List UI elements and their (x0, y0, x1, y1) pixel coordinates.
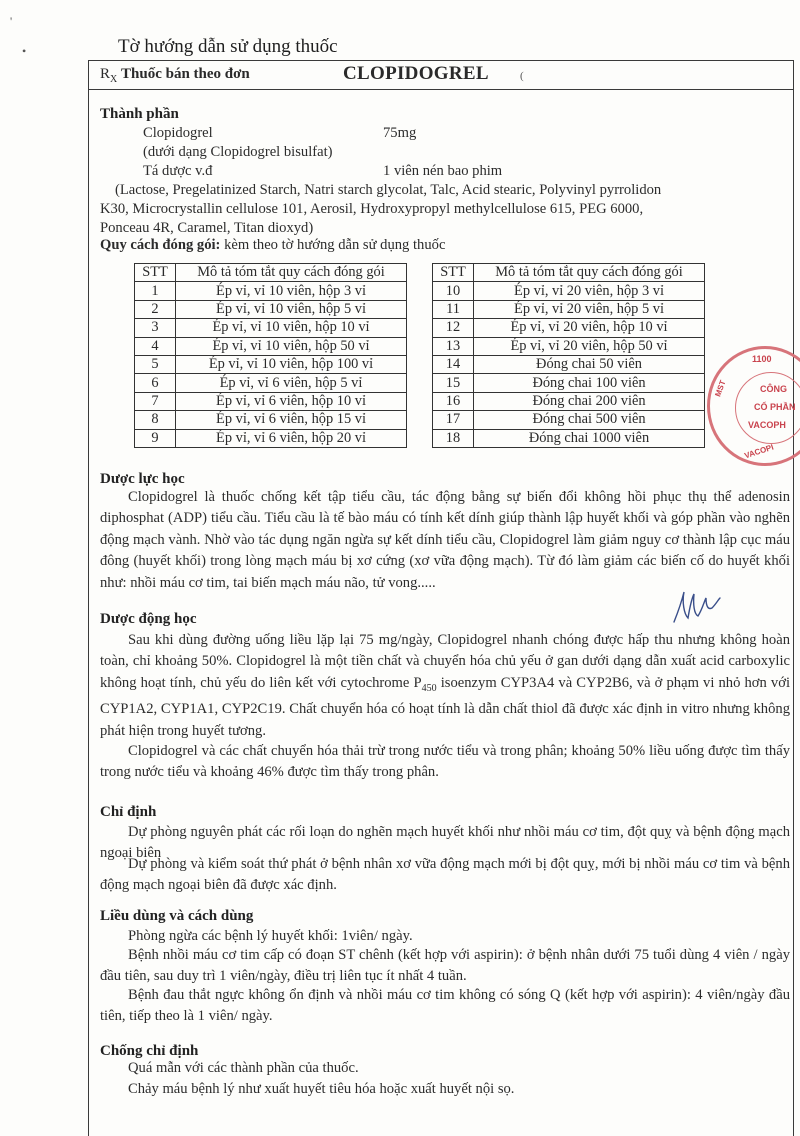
table-row (433, 319, 705, 337)
rx-label: Thuốc bán theo đơn (121, 66, 250, 82)
cell-stt: 17 (433, 411, 474, 429)
table-row (135, 411, 407, 429)
table-header-row (433, 264, 705, 282)
cell-desc: Ép vỉ, vỉ 20 viên, hộp 3 vỉ (474, 282, 705, 300)
scan-mark: • (22, 44, 27, 58)
paragraph: Sau khi dùng đường uống liều lặp lại 75 mg/ngày, Clopidogrel nhanh chóng được hấp thu nhưng không hoàn toàn, chỉ khoảng 50%. Clopidogrel là một tiền chất và chuyển hóa chủ yếu ở gan dưới dạng dẫn xuất acid carboxylic không hoạt tính, chủ yếu do liên kết với cytochrome $P_{450}$ isoenzym CYP3A4 và CYP2B6, và ở phạm vi nhỏ hơn với CYP1A2, CYP1A1, CYP2C19. Chất chuyển hóa có hoạt tính là dẫn chất thiol đã được xác định in vitro nhưng không phát hiện trong huyết tương. (100, 632, 791, 739)
cell-stt: 12 (433, 319, 474, 337)
cell-stt: 11 (433, 300, 474, 318)
table-row (135, 355, 407, 373)
table-row (433, 411, 705, 429)
cell-desc: Đóng chai 100 viên (474, 374, 705, 392)
cell-stt: 13 (433, 337, 474, 355)
cell-stt: 16 (433, 392, 474, 410)
paragraph: Bệnh nhồi máu cơ tim cấp có đoạn ST chênh (kết hợp với aspirin): ở bệnh nhân dưới 75 tuổi dùng 4 viên / ngày đầu tiên, sau duy trì 1 viên/ngày, điều trị liên tục ít nhất 4 tuần. (100, 947, 790, 985)
cell-stt: 5 (135, 355, 176, 373)
cell-desc: Ép vỉ, vỉ 10 viên, hộp 3 vỉ (176, 282, 407, 300)
rx-symbol: $R_X$ (100, 66, 118, 85)
cell-stt: 8 (135, 411, 176, 429)
table-row (135, 429, 407, 447)
cell-desc: Ép vỉ, vỉ 6 viên, hộp 10 vỉ (176, 392, 407, 410)
column-header-desc: Mô tả tóm tắt quy cách đóng gói (176, 264, 407, 282)
paragraph: Dự phòng và kiểm soát thứ phát ở bệnh nhân xơ vữa động mạch mới bị đột quỵ, mới bị nhồi máu cơ tim và bệnh động mạch ngoại biên đã được xác định. (100, 856, 790, 894)
cell-desc: Ép vỉ, vỉ 20 viên, hộp 5 vỉ (474, 300, 705, 318)
packaging-table-left (134, 263, 407, 448)
section-heading-packaging: Quy cách đóng gói: (100, 237, 221, 253)
packaging-text: kèm theo tờ hướng dẫn sử dụng thuốc (224, 237, 446, 253)
section-heading-composition: Thành phần (100, 106, 179, 122)
cell-desc: Đóng chai 1000 viên (474, 429, 705, 447)
paragraph: Chảy máu bệnh lý như xuất huyết tiêu hóa hoặc xuất huyết nội sọ. (128, 1081, 515, 1097)
table-row (135, 319, 407, 337)
cell-stt: 3 (135, 319, 176, 337)
table-row (433, 392, 705, 410)
cell-stt: 7 (135, 392, 176, 410)
column-header-stt: STT (433, 264, 474, 282)
stamp-line: VACOPH (748, 420, 786, 430)
cell-desc: Ép vỉ, vỉ 20 viên, hộp 10 vỉ (474, 319, 705, 337)
page-title: Tờ hướng dẫn sử dụng thuốc (118, 36, 338, 57)
table-row (135, 300, 407, 318)
subscript: 450 (421, 682, 437, 694)
stamp-number: 1100 (752, 354, 772, 364)
cell-desc: Ép vỉ, vỉ 10 viên, hộp 50 vỉ (176, 337, 407, 355)
table-row (433, 282, 705, 300)
cell-stt: 9 (135, 429, 176, 447)
table-row (135, 337, 407, 355)
stamp-line: CỔ PHẦN (754, 402, 796, 412)
section-heading-dosage: Liều dùng và cách dùng (100, 908, 254, 924)
cell-desc: Đóng chai 200 viên (474, 392, 705, 410)
cell-stt: 14 (433, 355, 474, 373)
excipient-amount: 1 viên nén bao phim (383, 163, 503, 179)
table-row (433, 355, 705, 373)
rx-line (100, 66, 250, 85)
table-row (135, 282, 407, 300)
table-header-row (135, 264, 407, 282)
cell-desc: Ép vỉ, vỉ 6 viên, hộp 15 vỉ (176, 411, 407, 429)
stamp-arc-text: MST (713, 379, 728, 398)
paragraph: Quá mẫn với các thành phần của thuốc. (128, 1060, 359, 1076)
cell-desc: Ép vỉ, vỉ 10 viên, hộp 100 vỉ (176, 355, 407, 373)
table-row (433, 300, 705, 318)
paragraph: Dự phòng nguyên phát các rối loạn do nghẽn mạch huyết khối như nhồi máu cơ tim, đột quỵ và bệnh động mạch ngoại biên (100, 824, 790, 862)
table-row (433, 374, 705, 392)
table-row (135, 392, 407, 410)
scan-mark: ' (10, 14, 13, 28)
column-header-stt: STT (135, 264, 176, 282)
excipients-line: K30, Microcrystallin cellulose 101, Aerosil, Hydroxypropyl methylcellulose 615, PEG 6000, (100, 201, 644, 217)
paragraph: Bệnh đau thắt ngực không ổn định và nhồi máu cơ tim không có sóng Q (kết hợp với aspirin): 4 viên/ngày đầu tiên, tiếp theo là 1 viên/ ngày. (100, 987, 790, 1025)
excipients-line: (Lactose, Pregelatinized Starch, Natri starch glycolat, Talc, Acid stearic, Polyvinyl pyrrolidon (115, 182, 662, 198)
cell-stt: 10 (433, 282, 474, 300)
table-row (433, 337, 705, 355)
cell-desc: Ép vỉ, vỉ 10 viên, hộp 5 vỉ (176, 300, 407, 318)
table-row (135, 374, 407, 392)
section-heading-pharmacokinetics: Dược động học (100, 611, 197, 627)
cell-desc: Đóng chai 50 viên (474, 355, 705, 373)
active-ingredient-name: Clopidogrel (143, 125, 213, 141)
cell-desc: Ép vỉ, vỉ 6 viên, hộp 5 vỉ (176, 374, 407, 392)
drug-name: CLOPIDOGREL (343, 63, 489, 84)
cell-stt: 18 (433, 429, 474, 447)
stamp-line: CÔNG (760, 384, 787, 394)
paragraph: Phòng ngừa các bệnh lý huyết khối: 1viên/ ngày. (128, 928, 413, 944)
divider (89, 89, 793, 90)
stamp-arc-text: VACOPI (743, 442, 775, 461)
paragraph: Clopidogrel và các chất chuyển hóa thải trừ trong nước tiểu và trong phân; khoảng 50% liều uống được tìm thấy trong nước tiểu và khoảng 46% được tìm thấy trong phân. (100, 743, 790, 781)
cell-stt: 1 (135, 282, 176, 300)
section-heading-contraindications: Chống chỉ định (100, 1043, 199, 1059)
active-ingredient-form: (dưới dạng Clopidogrel bisulfat) (143, 144, 333, 160)
cell-desc: Ép vỉ, vỉ 6 viên, hộp 20 vỉ (176, 429, 407, 447)
cell-stt: 2 (135, 300, 176, 318)
excipient-label: Tá dược v.đ (143, 163, 213, 179)
packaging-line (100, 236, 445, 255)
handwritten-signature (668, 588, 728, 628)
paragraph: Clopidogrel là thuốc chống kết tập tiểu cầu, tác động bằng sự biến đổi không hồi phục thụ thể adenosin diphosphat (ADP) tiểu cầu. Tiểu cầu là tế bào máu có tính kết dính giúp thành lập huyết khối và góp phần vào nghẽn động mạch vành. Nhờ vào tác dụng ngăn ngừa sự kết dính tiểu cầu, Clopidogrel làm giảm nguy cơ thành lập cục máu đông (huyết khối) trong lòng mạch máu bị xơ cứng (xơ vữa động mạch). Từ đó làm giảm các biến cố do huyết khối như: nhồi máu cơ tim, tai biến mạch máu não, tử vong..... (100, 489, 790, 591)
cell-desc: Đóng chai 500 viên (474, 411, 705, 429)
cell-desc: Ép vỉ, vỉ 20 viên, hộp 50 vỉ (474, 337, 705, 355)
cell-stt: 15 (433, 374, 474, 392)
packaging-table-right (432, 263, 705, 448)
excipients-line: Ponceau 4R, Caramel, Titan dioxyd) (100, 220, 314, 236)
scan-mark: ( (520, 70, 524, 82)
cell-stt: 6 (135, 374, 176, 392)
column-header-desc: Mô tả tóm tắt quy cách đóng gói (474, 264, 705, 282)
cell-stt: 4 (135, 337, 176, 355)
table-row (433, 429, 705, 447)
active-ingredient-amount: 75mg (383, 125, 417, 141)
section-heading-indications: Chỉ định (100, 804, 157, 820)
section-heading-pharmacodynamics: Dược lực học (100, 471, 185, 487)
cell-desc: Ép vỉ, vỉ 10 viên, hộp 10 vỉ (176, 319, 407, 337)
